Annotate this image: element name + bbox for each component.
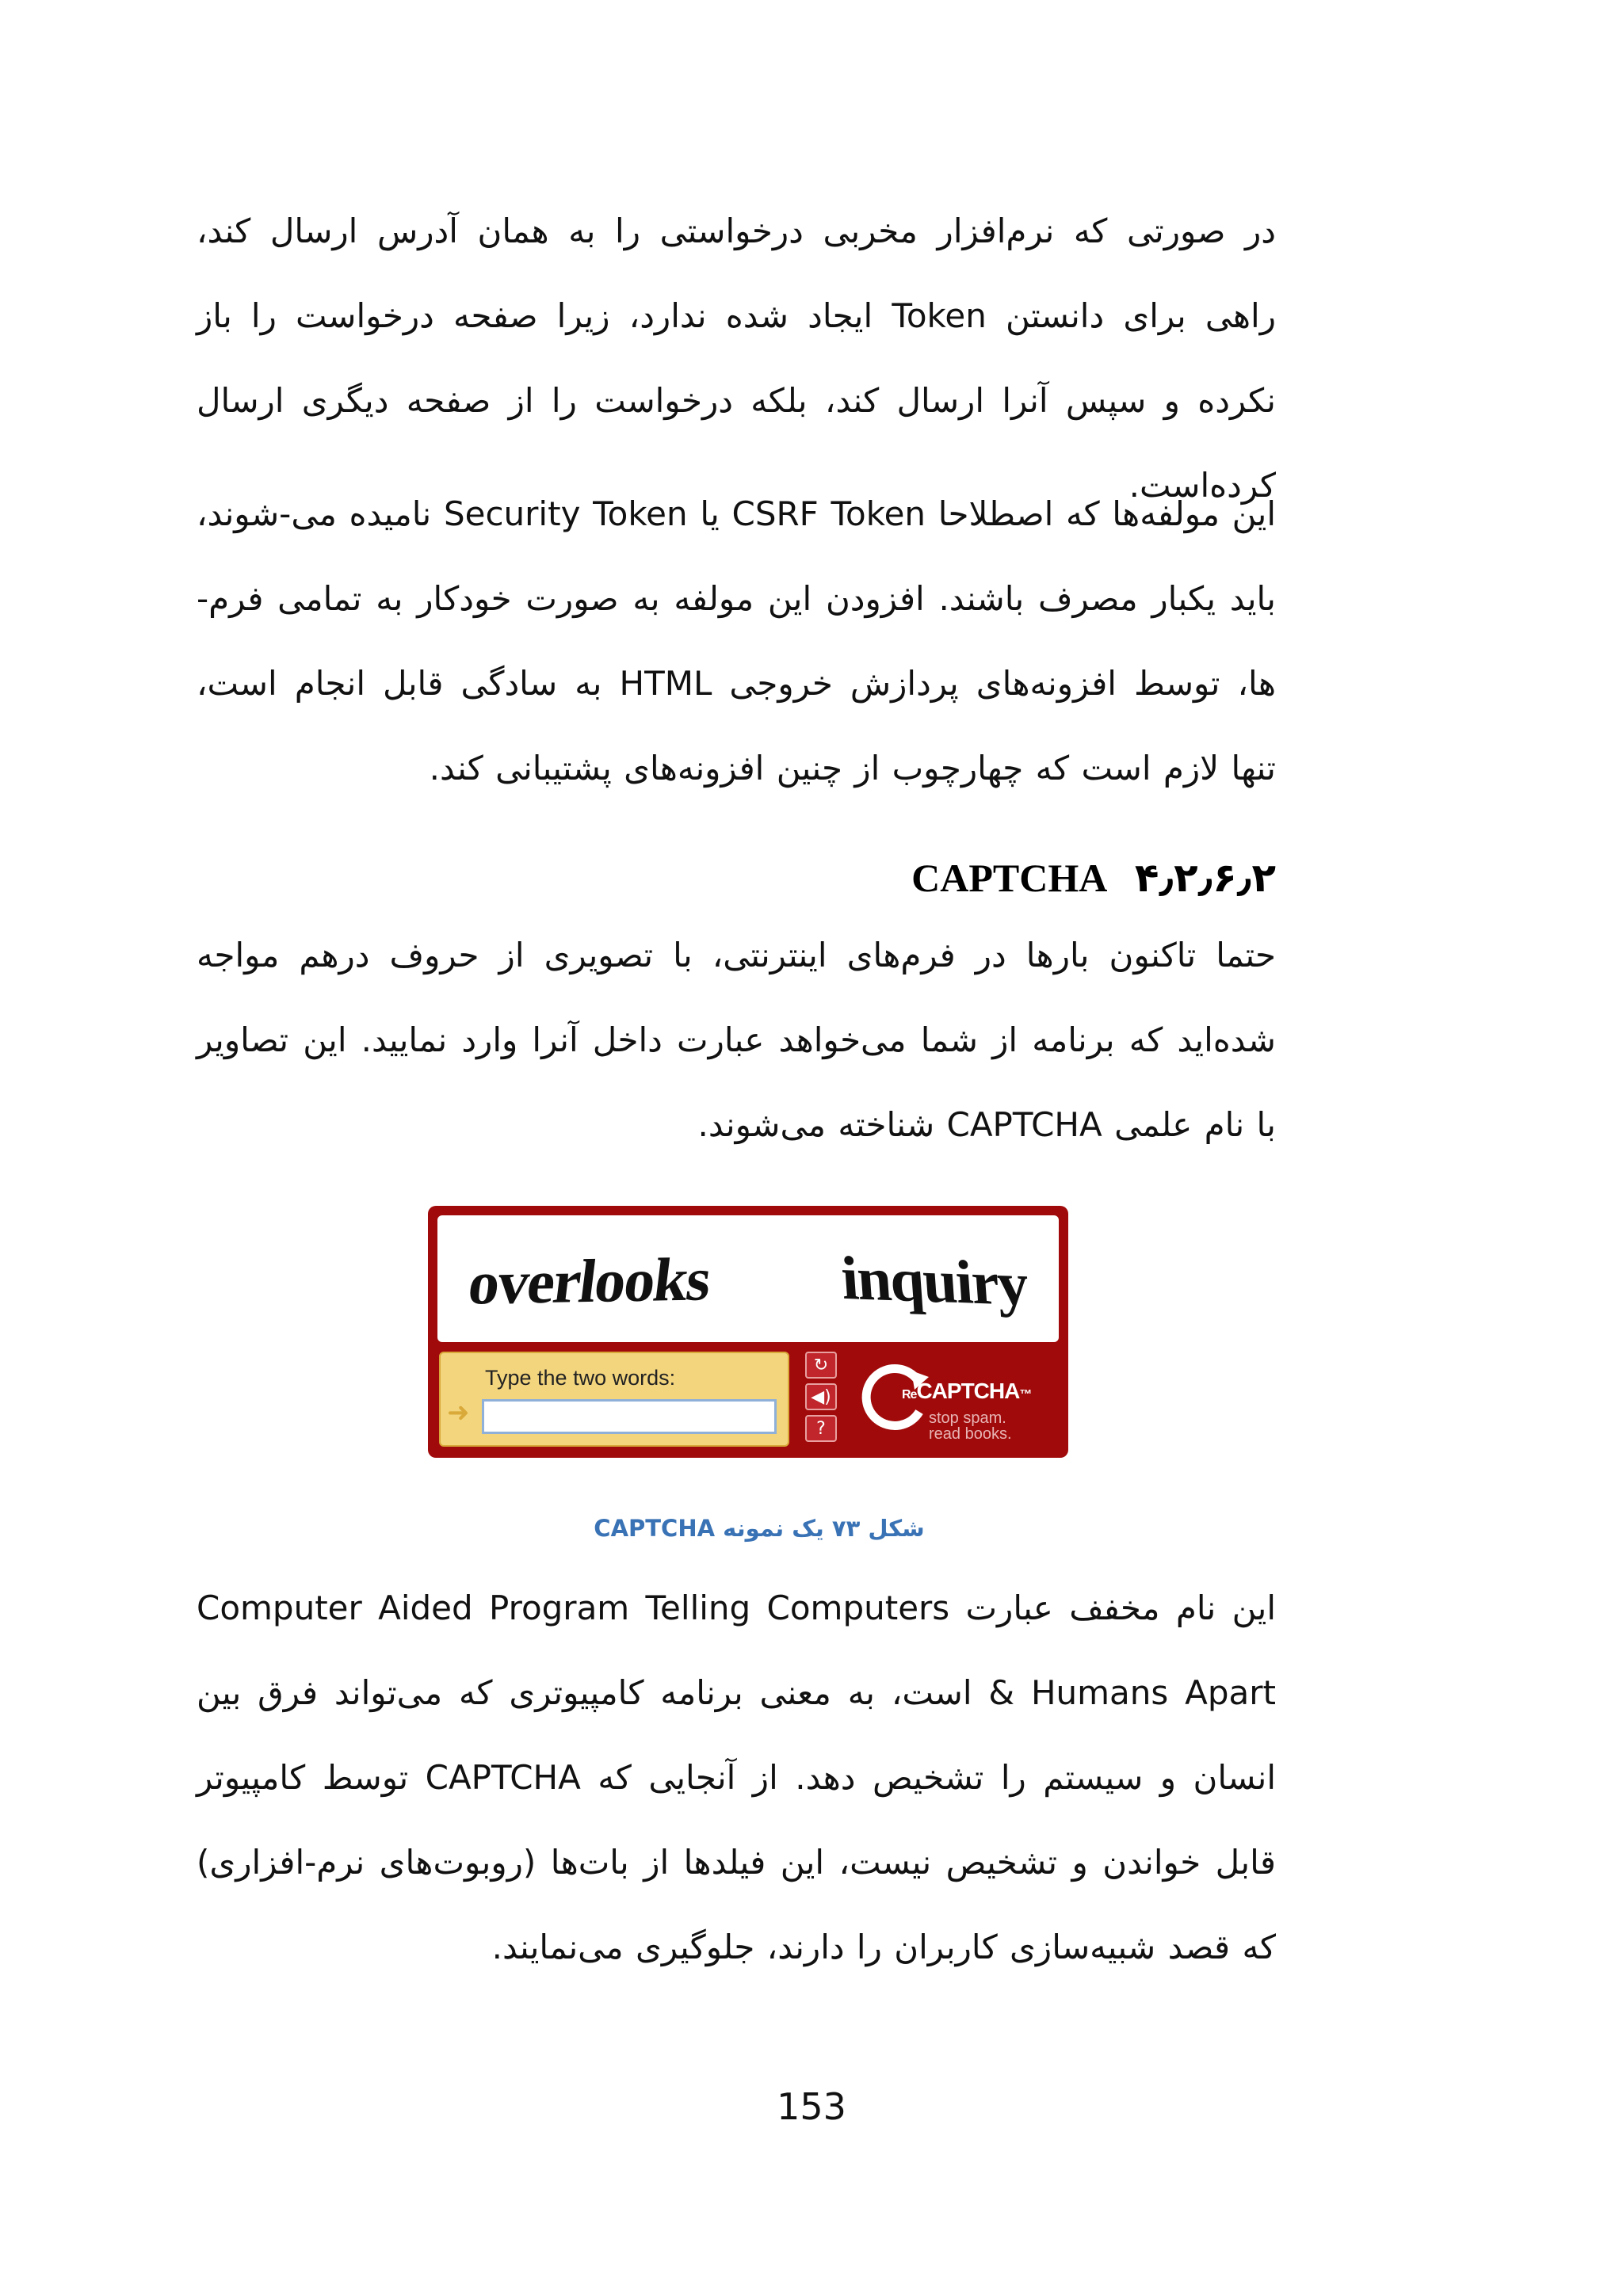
figure-caption: شکل ۷۳ یک نمونه CAPTCHA (594, 1515, 925, 1542)
captcha-input-panel (439, 1352, 789, 1447)
audio-icon[interactable]: ◀) (805, 1383, 837, 1410)
captcha-image (437, 1215, 1059, 1342)
section-heading (197, 846, 1276, 910)
arrow-right-icon: ➜ (447, 1397, 470, 1428)
section-title: CAPTCHA (911, 856, 1108, 900)
reload-icon[interactable]: ↻ (805, 1352, 837, 1379)
recaptcha-brand (856, 1356, 1054, 1445)
recaptcha-brand-name: ReCAPTCHA™ (902, 1379, 1032, 1403)
captcha-word-2: inquiry (838, 1242, 1029, 1319)
section-number: ۴٫۲٫۶٫۲ (1134, 855, 1276, 901)
captcha-response-input[interactable] (482, 1399, 777, 1434)
paragraph-captcha-definition: این نام مخفف عبارت Computer Aided Program Telling Computers & Humans Apart است، به معنی برنامه کامپیوتری که می‌تواند فرق بین انسان و سیستم را تشخیص دهد. از آنجایی که CAPTCHA توسط کامپیوتر قابل خواندن و تشخیص نیست، این فیلدها از بات‌ها (روبوت‌های نرم-افزاری) که قصد شبیه‌سازی کاربران را دارند، جلوگیری می‌نمایند. (197, 1589, 1277, 1966)
paragraph-security-token: این مولفه‌ها که اصطلاحا CSRF Token یا Security Token نامیده می-شوند، باید یکبار مصرف باشند. افزودن این مولفه به صورت خودکار به تمامی فرم-ها، توسط افزونه‌های پردازش خروجی HTML به سادگی قابل انجام است، تنها لازم است که چهارچوب از چنین افزونه‌های پشتیبانی کند. (197, 494, 1276, 788)
recaptcha-widget (428, 1206, 1068, 1458)
paragraph-captcha-intro: حتما تاکنون بارها در فرم‌های اینترنتی، با تصویری از حروف درهم مواجه شده‌اید که برنامه از شما می‌خواهد عبارت داخل آنرا وارد نمایید. این تصاویر با نام علمی CAPTCHA شناخته می‌شوند. (197, 936, 1276, 1144)
captcha-input-label: Type the two words: (485, 1366, 676, 1390)
captcha-word-1: overlooks (464, 1244, 714, 1318)
help-icon[interactable]: ? (805, 1415, 837, 1442)
captcha-controls (805, 1352, 842, 1447)
page-number: 153 (777, 2085, 846, 2128)
paragraph-csrf-token-explanation: در صورتی که نرم‌افزار مخربی درخواستی را به همان آدرس ارسال کند، راهی برای دانستن Token ایجاد شده ندارد، زیرا صفحه درخواست را باز نکرده و سپس آنرا ارسال کند، بلکه درخواست را از صفحه دیگری ارسال کرده‌است. (197, 212, 1276, 505)
recaptcha-tagline: stop spam. read books. (929, 1409, 1012, 1443)
